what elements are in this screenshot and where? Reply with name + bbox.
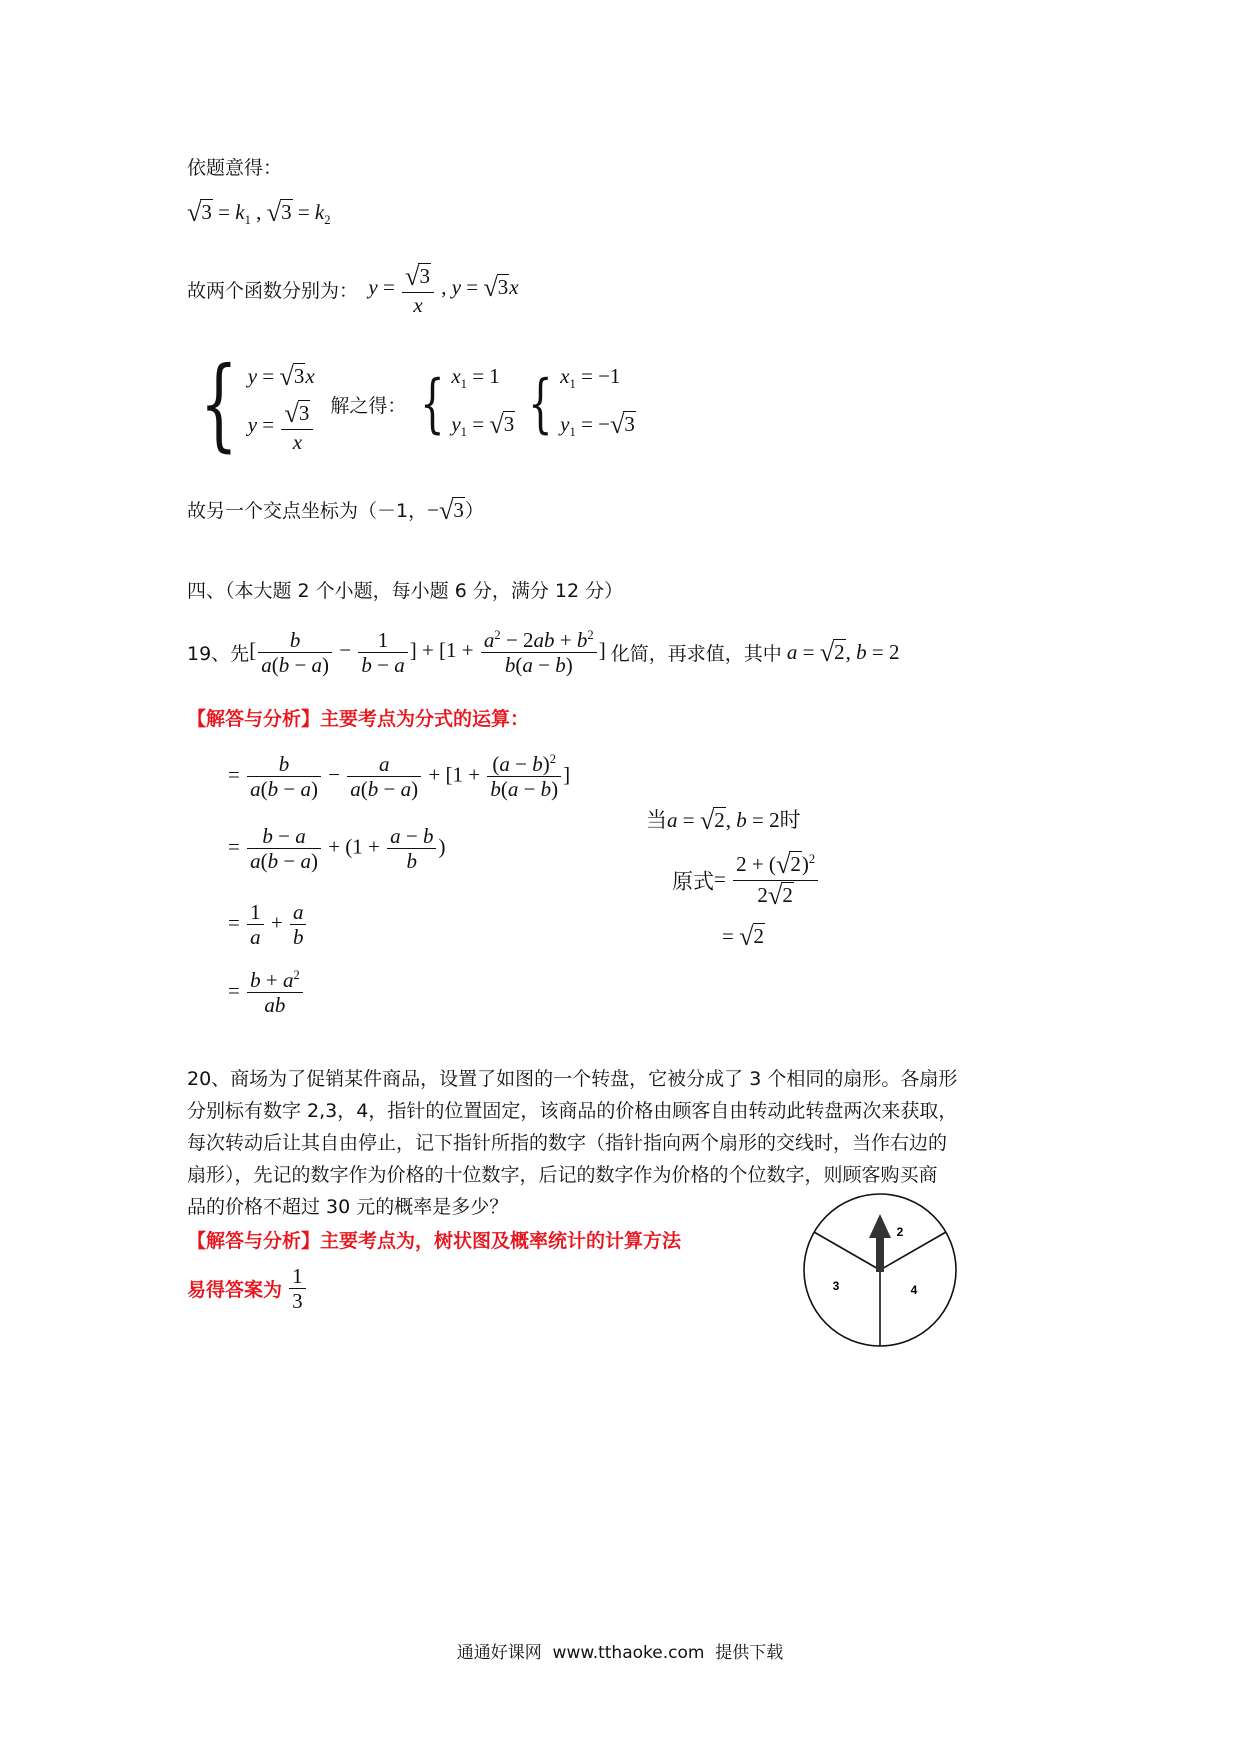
original-expression: 原式= $\frac{2 + (√2)^2}{2√2}$ (672, 850, 820, 911)
q20-answer-label: 易得答案为 (187, 1279, 283, 1302)
q20-line-4: 扇形），先记的数字作为价格的十位数字，后记的数字作为价格的个位数字，则顾客购买商 (187, 1164, 938, 1186)
q19-expression: [ $\frac{b}{a(b - a)}$ − $\frac{1}{b - a}$ ] + [1 + $\frac{a^2 - 2ab + b^2}{b(a - b)}$ ] (249, 628, 606, 678)
q19-prefix: 19、先 (187, 643, 250, 666)
q19-values: a = √2, b = 2 (786, 637, 900, 667)
spinner-label-4: 4 (910, 1283, 918, 1297)
when-label: 当 (646, 808, 667, 832)
functions-line (187, 262, 519, 317)
answer-numerator: 1 (289, 1264, 306, 1289)
other-point-close: ） (464, 500, 484, 522)
q20-line-1: 20、商场为了促销某件商品，设置了如图的一个转盘，它被分成了 3 个相同的扇形。各扇形 (187, 1068, 958, 1090)
brace-solution-1: { (419, 367, 445, 442)
left-brace: { (199, 345, 238, 463)
answer-denominator: 3 (292, 1289, 303, 1314)
derivation-step-1: = $\frac{b}{a(b - a)}$ − $\frac{a}{a(b - a)}$ + [1 + $\frac{(a - b)^2}{b(a - b)}$ ] (228, 752, 571, 802)
section-heading: 四、（本大题 2 个小题，每小题 6 分，满分 12 分） (187, 580, 624, 602)
other-point-label: 故另一个交点坐标为（ (187, 500, 378, 522)
pointer-shaft (876, 1236, 884, 1272)
q19-problem (187, 628, 900, 677)
q20-answer (187, 1264, 308, 1313)
spinner-label-3: 3 (832, 1279, 840, 1293)
q20-line-3: 每次转动后让其自由停止，记下指针所指的数字（指针指向两个扇形的交线时，当作右边的 (187, 1132, 948, 1154)
q20-line-2: 分别标有数字 2,3，4，指针的位置固定，该商品的价格由顾客自由转动此转盘两次来获取， (187, 1100, 958, 1122)
original-label: 原式 (672, 869, 714, 894)
system-solution (187, 345, 636, 463)
system-label: 解之得： (330, 394, 407, 417)
other-point-x: －1， (377, 500, 428, 522)
intro-text: 依题意得： (187, 157, 283, 179)
q20-line-5: 品的价格不超过 30 元的概率是多少？ (187, 1196, 509, 1218)
page-footer: 通通好课网 www.tthaoke.com 提供下载 (456, 1643, 784, 1663)
q19-suffix: 化简，再求值，其中 (610, 643, 782, 666)
solution-2: $x_1 = -1$ $y_1 = -√3$ (560, 363, 635, 440)
derivation-step-4: = $\frac{b + a^2}{ab}$ (228, 968, 305, 1017)
functions-math: y = $\frac{√3}{x}$ , y = √3x (368, 262, 519, 318)
solution-1: $x_1 = 1$ $y_1 = √3$ (451, 363, 515, 440)
functions-label: 故两个函数分别为： (187, 280, 359, 303)
q19-analysis: 【解答与分析】主要考点为分式的运算： (187, 708, 530, 730)
other-point-line: 故另一个交点坐标为（－1，−√3） (187, 496, 484, 525)
final-result: = √2 (722, 922, 765, 951)
spinner-figure (798, 1188, 962, 1352)
brace-solution-2: { (528, 367, 553, 442)
derivation-step-3: = $\frac{1}{a}$ + $\frac{a}{b}$ (228, 900, 308, 949)
k-equations: $√3 = k_1$ , $√3 = k_2$ (187, 198, 331, 228)
spinner-label-2: 2 (896, 1225, 904, 1239)
q20-analysis: 【解答与分析】主要考点为，树状图及概率统计的计算方法 (187, 1230, 682, 1252)
q20-answer-fraction (289, 1264, 306, 1313)
derivation-step-2: = $\frac{b - a}{a(b - a)}$ + (1 + $\frac{a - b}{b}$ ) (228, 824, 446, 874)
when-suffix: 时 (779, 808, 801, 832)
when-line: 当a = √2, b = 2时 (646, 806, 801, 835)
system-equations: y = √3x y = $\frac{√3}{x}$ (247, 362, 315, 455)
